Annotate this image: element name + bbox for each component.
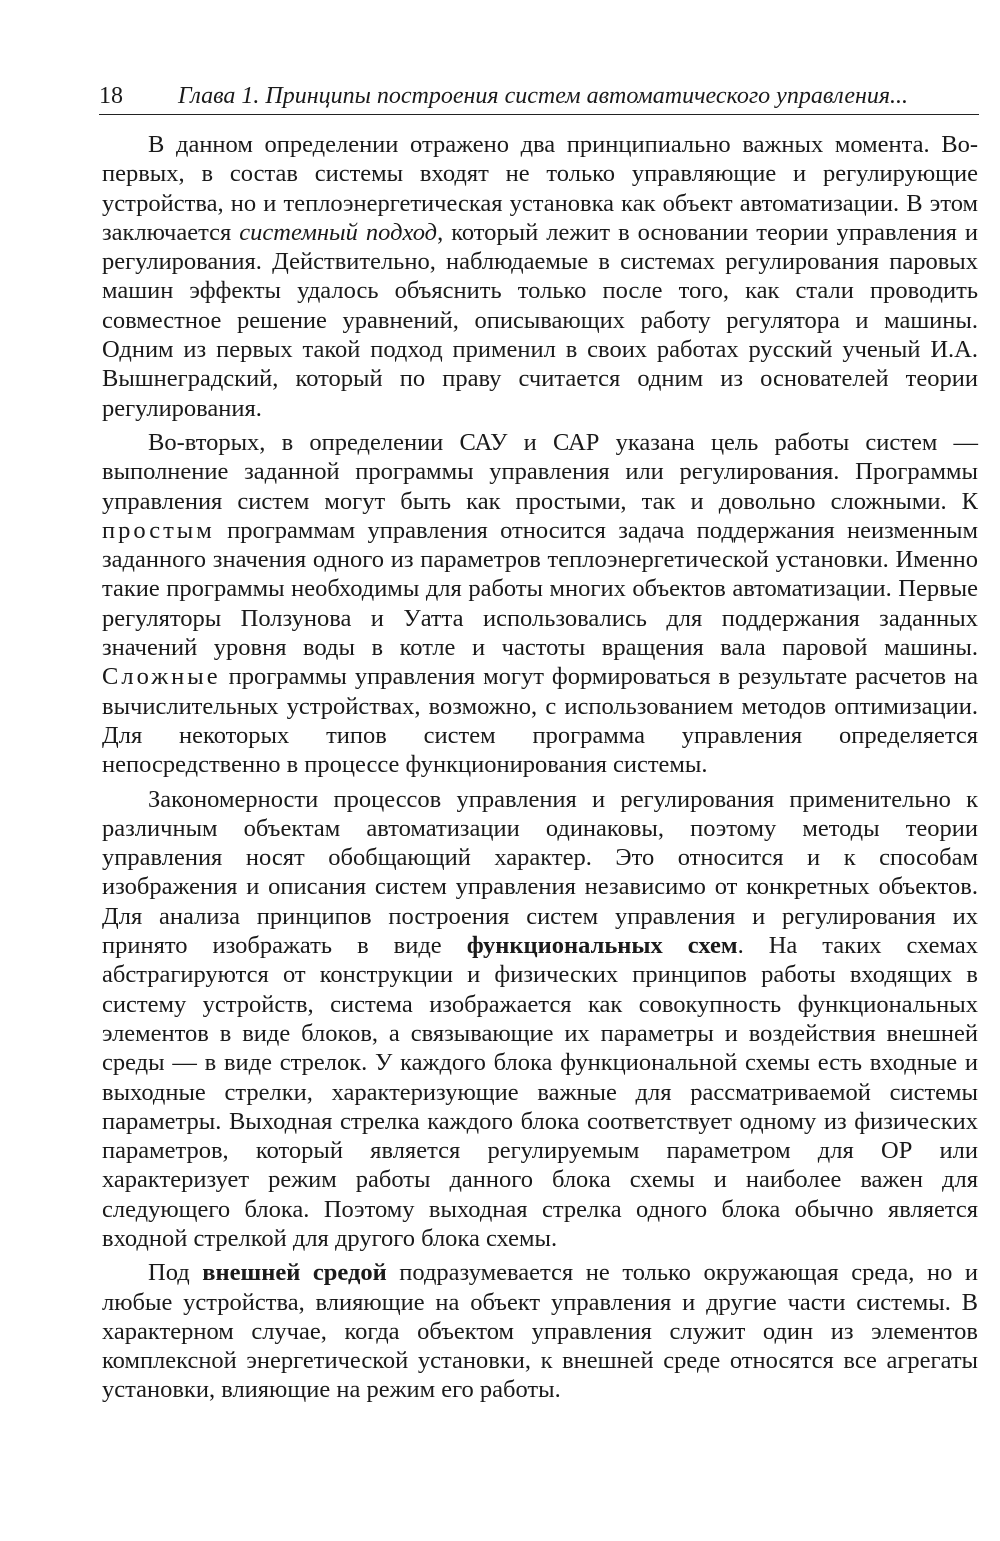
- term-functional-schemes: функциональных схем: [466, 932, 738, 960]
- term-complex: Сложные: [102, 663, 221, 691]
- term-external-environment: внешней средой: [202, 1259, 387, 1287]
- paragraph-1-text-b: , который лежит в основании теории управления и регулирования. Действительно, наблюдаемые в системах регулирования паровых машин эффекты удалось объяснить только после того, как стали проводить совместное решение уравнений, описывающих работу регулятора и машины. Одним из первых такой подход применил в своих работах русский ученый И.А. Вышнеградский, который по праву считается одним из основателей теории регулирования.: [102, 218, 979, 422]
- term-simple: простым: [102, 516, 215, 544]
- paragraph-1: [102, 130, 978, 423]
- paragraph-2: [102, 428, 978, 780]
- paragraph-4-text-b: подразумевается не только окружающая среда, но и любые устройства, влияющие на объект управления и другие части системы. В характерном случае, когда объектом управления служит один из элементов комплексной энергетической установки, к внешней среде относятся все агрегаты установки, влияющие на режим его работы.: [102, 1259, 979, 1404]
- paragraph-3-text-a: Закономерности процессов управления и регулирования применительно к различным объектам автоматизации одинаковы, поэтому методы теории управления носят обобщающий характер. Это относится и к способам изображения и описания систем управления независимо от конкретных объектов. Для анализа принципов построения систем управления и регулирования их принято изображать в виде: [102, 785, 978, 960]
- paragraph-4-text-a: Под: [148, 1259, 203, 1287]
- paragraph-2-text-c: программы управления могут формироваться в результате расчетов на вычислительных устройствах, возможно, с использованием методов оптимизации. Для некоторых типов систем программа управления определяется непосредственно в процессе функционирования системы.: [102, 663, 978, 779]
- paragraph-4: [102, 1258, 978, 1404]
- chapter-title: Глава 1. Принципы построения систем автоматического управления...: [178, 83, 909, 109]
- paragraph-2-text-b: программам управления относится задача поддержания неизменным заданного значения одного из параметров теплоэнергетической установки. Именно такие программы необходимы для работы многих объектов автоматизации. Первые регуляторы Ползунова и Уатта использовались для поддержания заданных значений уровня воды в котле и частоты вращения вала паровой машины.: [102, 516, 978, 662]
- paragraph-3-text-b: . На таких схемах абстрагируются от конструкции и физических принципов работы входящих в систему устройств, система изображается как совокупность функциональных элементов в виде блоков, а связывающие их параметры и воздействия внешней среды — в виде стрелок. У каждого блока функциональной схемы есть входные и выходные стрелки, характеризующие важные для рассматриваемой системы параметры. Выходная стрелка каждого блока соответствует одному из физических параметров, который является регулируемым параметром для ОР или характеризует режим работы данного блока схемы и наиболее важен для следующего блока. Поэтому выходная стрелка одного блока обычно является входной стрелкой для другого блока схемы.: [102, 932, 978, 1252]
- body-text: [102, 130, 978, 1405]
- term-system-approach: системный подход: [239, 218, 438, 246]
- page-number: 18: [99, 83, 123, 109]
- paragraph-2-text-a: Во-вторых, в определении САУ и САР указана цель работы систем — выполнение заданной программы управления или регулирования. Программы управления систем могут быть как простыми, так и довольно сложными. К: [102, 428, 978, 515]
- paragraph-1-text-a: В данном определении отражено два принципиально важных момента. Во-первых, в состав системы входят не только управляющие и регулирующие устройства, но и теплоэнергетическая установка как объект автоматизации. В этом заключается: [102, 131, 978, 246]
- paragraph-3: [102, 785, 978, 1254]
- running-header: [99, 80, 979, 115]
